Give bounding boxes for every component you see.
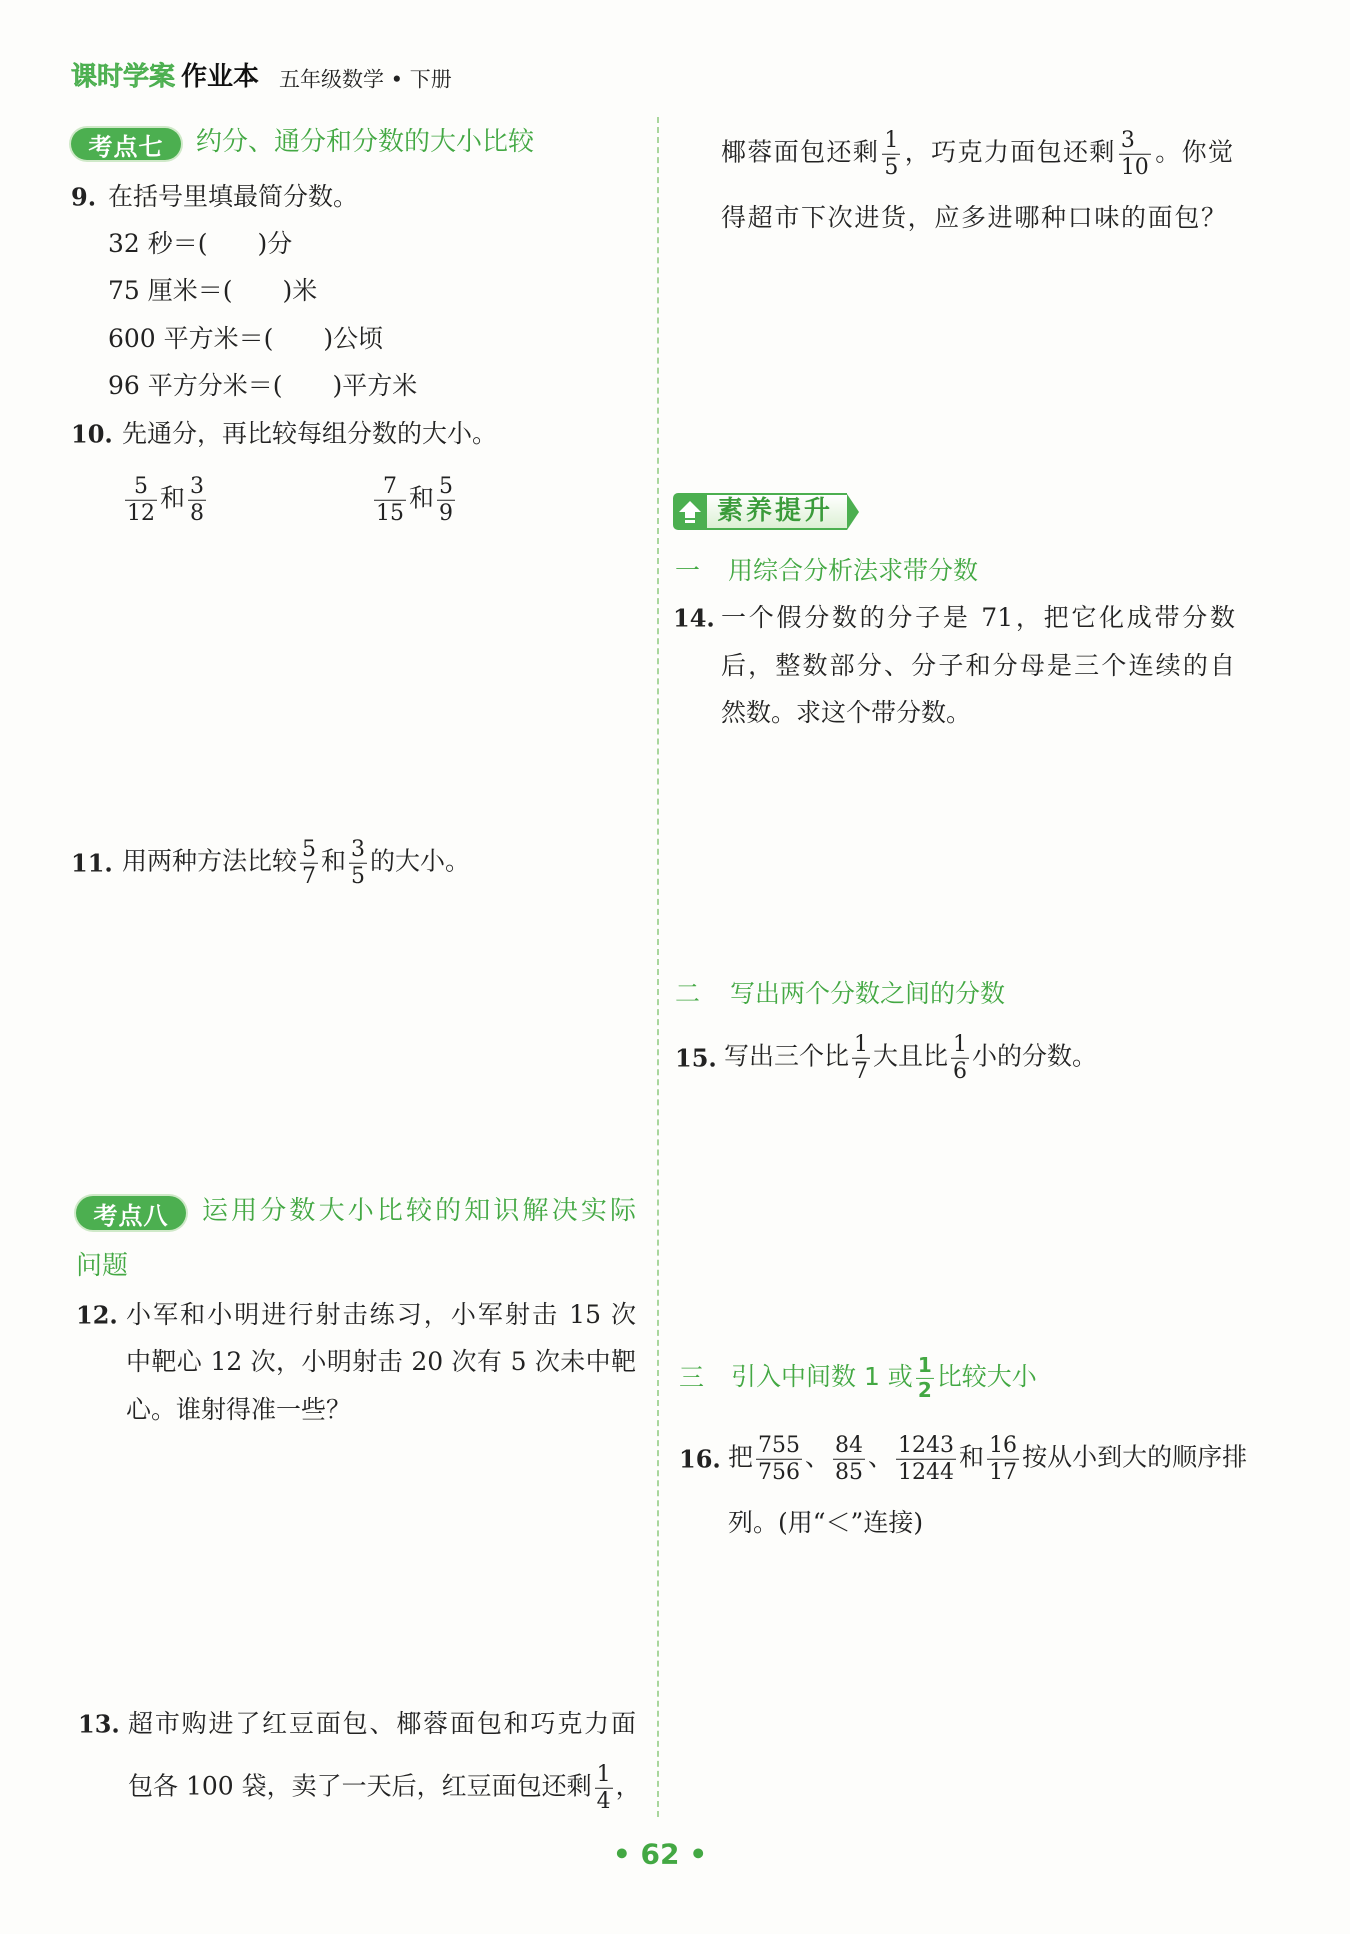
numerator: 5: [439, 473, 454, 499]
fraction: [437, 475, 455, 526]
conjunction-text: 和: [160, 483, 186, 513]
column-divider: [657, 117, 659, 1817]
fraction: [374, 475, 406, 526]
denominator: 5: [884, 154, 899, 180]
denominator: 4: [596, 1788, 611, 1814]
fraction: [1119, 129, 1151, 180]
topic-3-label: 三: [679, 1362, 705, 1392]
numerator: 16: [989, 1432, 1018, 1458]
numerator: 1: [953, 1031, 968, 1057]
question-number-10: 10.: [71, 419, 113, 449]
question-number-12: 12.: [76, 1300, 118, 1330]
text-segment: 的大小。: [370, 846, 471, 876]
text-segment: 、: [868, 1442, 894, 1472]
text-segment: ，: [615, 1771, 641, 1801]
text-segment: 椰蓉面包还剩: [721, 137, 880, 167]
page-number: • 62 •: [612, 1837, 708, 1871]
question-9-text: 在括号里填最简分数。: [108, 181, 359, 211]
fraction: [987, 1434, 1019, 1485]
text-segment: 按从小到大的顺序排: [1022, 1442, 1248, 1472]
text-segment: 和: [321, 846, 347, 876]
book-subtitle: 五年级数学 • 下册: [279, 67, 452, 92]
text-segment: 把: [728, 1442, 754, 1472]
fraction: [188, 475, 206, 526]
numerator: 5: [134, 473, 148, 499]
question-13-line: 超市购进了红豆面包、椰蓉面包和巧克力面: [128, 1708, 636, 1738]
chevron-right-icon: [847, 494, 859, 530]
section-badge-7: 考点七: [71, 128, 181, 160]
denominator: 5: [351, 863, 366, 889]
text-segment: 写出三个比: [724, 1041, 850, 1071]
text-segment: 包各 100 袋，卖了一天后，红豆面包还剩: [128, 1771, 592, 1801]
topic-2-title: 写出两个分数之间的分数: [730, 978, 1006, 1008]
numerator: 1: [854, 1031, 869, 1057]
fraction: [756, 1434, 802, 1485]
text-segment: 比较大小: [936, 1362, 1037, 1391]
denominator: 9: [439, 500, 454, 526]
literacy-badge: [673, 493, 859, 530]
section-badge-8: 考点八: [76, 1196, 186, 1230]
denominator: 15: [376, 500, 404, 526]
question-9-item: 600 平方米＝( )公顷: [108, 323, 384, 353]
denominator: 6: [953, 1058, 968, 1084]
fraction-pair-2: [371, 475, 458, 526]
text-segment: ，巧克力面包还剩: [903, 137, 1116, 167]
fraction: [916, 1352, 934, 1402]
book-title: 作业本: [181, 62, 260, 93]
numerator: 5: [302, 836, 317, 862]
denominator: 7: [854, 1058, 869, 1084]
denominator: 10: [1120, 154, 1149, 180]
question-number-11: 11.: [71, 848, 113, 878]
question-9-item: 96 平方分米＝( )平方米: [108, 370, 418, 400]
text-segment: 小的分数。: [972, 1041, 1098, 1071]
section-title-8-cont: 问题: [76, 1251, 129, 1282]
question-14-line: 一个假分数的分子是 71，把它化成带分数: [721, 602, 1235, 632]
question-number-16: 16.: [679, 1444, 721, 1474]
fraction: [833, 1434, 865, 1485]
numerator: 1: [917, 1352, 932, 1377]
question-9-item: 75 厘米＝( )米: [108, 275, 318, 305]
denominator: 756: [758, 1459, 801, 1485]
text-segment: 用两种方法比较: [122, 846, 298, 876]
question-11-text: [122, 838, 470, 889]
denominator: 8: [190, 500, 205, 526]
denominator: 12: [127, 500, 155, 526]
numerator: 7: [383, 473, 397, 499]
conjunction-text: 和: [409, 483, 435, 513]
text-segment: 引入中间数 1 或: [731, 1362, 913, 1391]
up-arrow-icon: [673, 493, 707, 530]
text-segment: 、: [805, 1442, 831, 1472]
denominator: 1244: [898, 1459, 955, 1485]
fraction: [896, 1434, 956, 1485]
question-13-line: [721, 129, 1233, 180]
question-14-line: 然数。求这个带分数。: [721, 697, 972, 727]
fraction: [951, 1033, 969, 1084]
question-9-item: 32 秒＝( )分: [108, 228, 293, 258]
question-12-line: 小军和小明进行射击练习，小军射击 15 次: [126, 1299, 636, 1329]
fraction-pair-1: [122, 475, 209, 526]
question-number-13: 13.: [78, 1709, 120, 1739]
section-title-8: 运用分数大小比较的知识解决实际: [202, 1196, 636, 1227]
question-16-line: 列。(用“＜”连接): [728, 1507, 924, 1537]
question-13-line: [128, 1761, 641, 1814]
question-13-line: 得超市下次进货，应多进哪种口味的面包？: [721, 202, 1226, 232]
fraction: [882, 129, 900, 180]
question-number-15: 15.: [675, 1043, 717, 1073]
numerator: 755: [758, 1432, 801, 1458]
fraction: [125, 475, 157, 526]
numerator: 1243: [898, 1432, 955, 1458]
question-10-text: 先通分，再比较每组分数的大小。: [122, 418, 498, 448]
question-16-line: [728, 1432, 1248, 1485]
fraction: [852, 1033, 870, 1084]
topic-3-title: [731, 1352, 1037, 1402]
text-segment: 大且比: [873, 1041, 949, 1071]
question-number-9: 9.: [71, 182, 97, 212]
denominator: 7: [302, 863, 317, 889]
topic-1-label: 一: [675, 555, 701, 585]
question-15-text: [724, 1033, 1097, 1084]
fraction: [349, 838, 367, 889]
denominator: 17: [989, 1459, 1018, 1485]
literacy-badge-label: 素养提升: [707, 493, 847, 530]
section-title-7: 约分、通分和分数的大小比较: [196, 127, 535, 158]
up-arrow-icon-graphic: [677, 499, 703, 525]
numerator: 3: [190, 473, 205, 499]
question-12-line: 心。谁射得准一些？: [126, 1394, 352, 1424]
topic-2-label: 二: [675, 978, 701, 1008]
numerator: 3: [1120, 127, 1135, 153]
denominator: 85: [835, 1459, 864, 1485]
text-segment: 。你觉: [1153, 137, 1233, 167]
text-segment: 和: [959, 1442, 985, 1472]
denominator: 2: [917, 1377, 932, 1402]
brand-title: 课时学案: [71, 62, 176, 93]
numerator: 1: [884, 127, 899, 153]
question-12-line: 中靶心 12 次，小明射击 20 次有 5 次未中靶: [126, 1346, 636, 1376]
numerator: 3: [351, 836, 366, 862]
numerator: 1: [596, 1761, 611, 1787]
numerator: 84: [835, 1432, 864, 1458]
question-number-14: 14.: [673, 603, 715, 633]
fraction: [300, 838, 318, 889]
fraction: [595, 1763, 613, 1814]
question-14-line: 后，整数部分、分子和分母是三个连续的自: [721, 650, 1235, 680]
topic-1-title: 用综合分析法求带分数: [728, 555, 979, 585]
